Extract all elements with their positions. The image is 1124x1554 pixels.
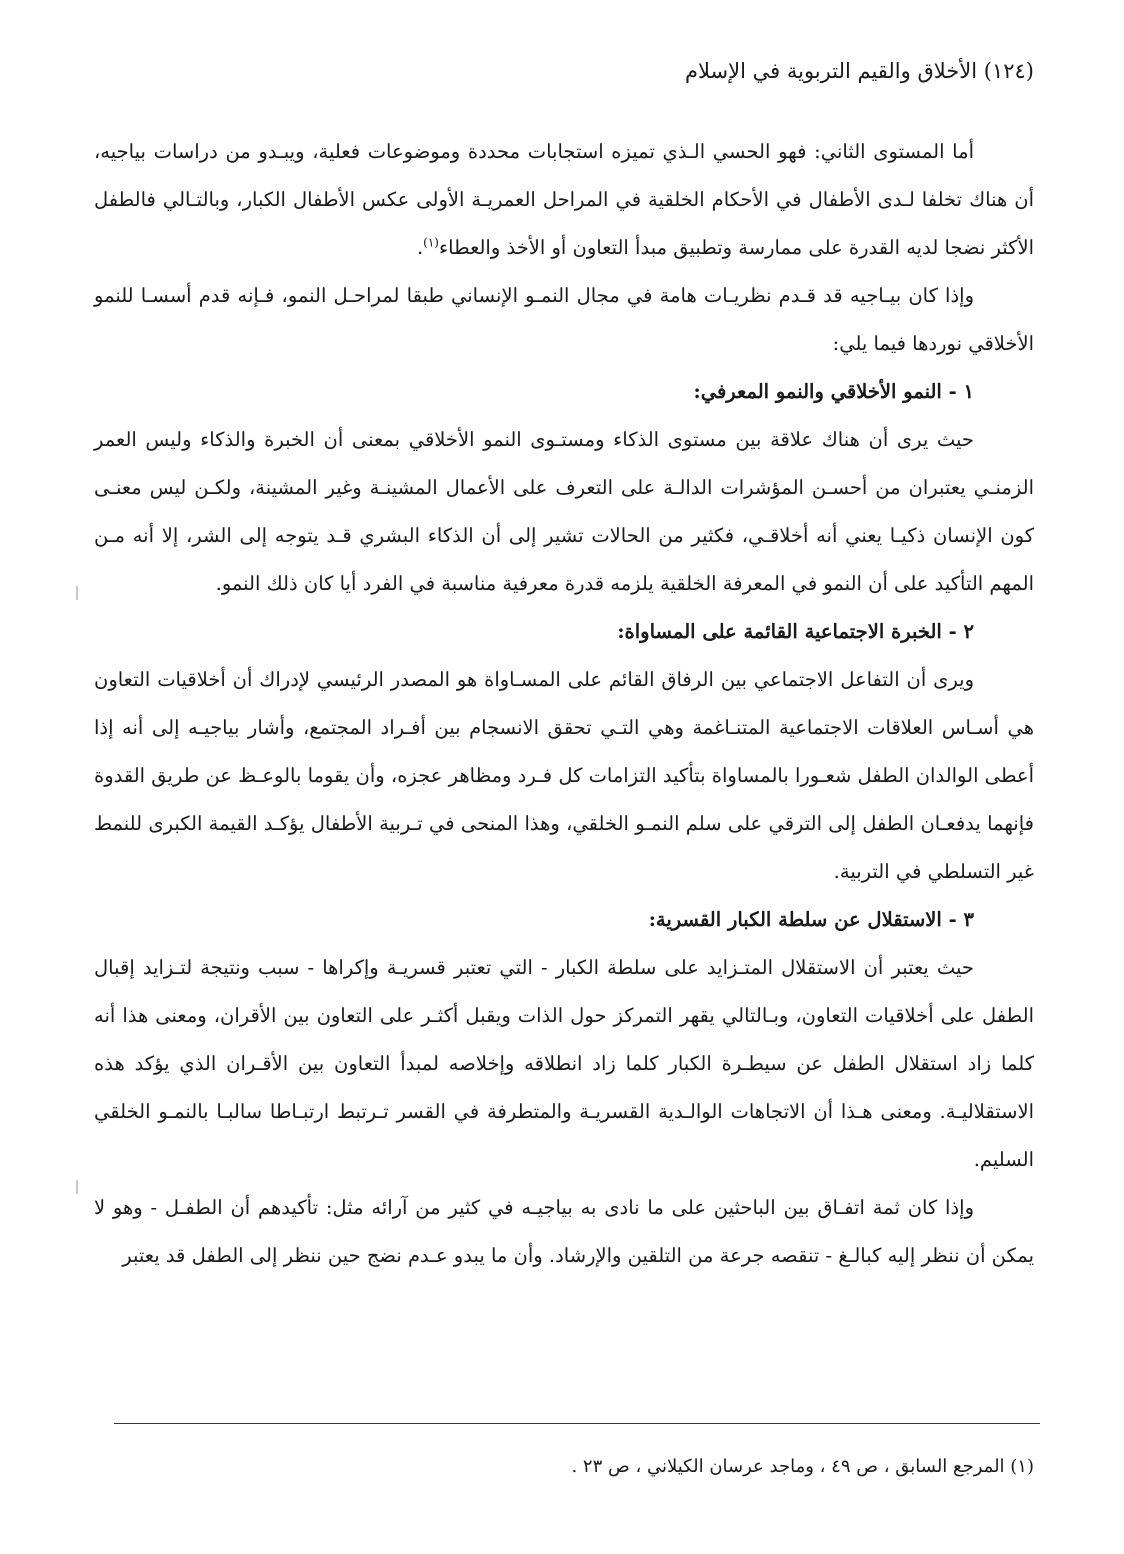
section-heading-2: ٢ - الخبرة الاجتماعية القائمة على المساواة: [617, 620, 974, 643]
body-text [94, 128, 1034, 1280]
section-heading-1: ١ - النمو الأخلاقي والنمو المعرفي: [693, 380, 974, 403]
paragraph-3: حيث يرى أن هناك علاقة بين مستوى الذكاء ومستـوى النمو الأخلاقي بمعنى أن الخبرة والذكاء وليس العمر الزمنـي يعتبران من أحسـن المؤشرات الدالـة على التعرف على الأعمال المشينـة وغير المشينة، ولكـن ليس معنـى كون الإنسان ذكيـا يعني أنه أخلاقـي، فكثير من الحالات تشير إلى أن الذكاء البشري قـد يتوجه إلى الشر، إلا أنه مـن المهم التأكيد على أن النمو في المعرفة الخلقية يلزمه قدرة معرفية مناسبة في الفرد أيا كان ذلك النمو. [94, 428, 1034, 595]
paragraph-1-end: . [416, 236, 424, 259]
paragraph-1 [94, 128, 1034, 272]
section-heading-3: ٣ - الاستقلال عن سلطة الكبار القسرية: [648, 908, 974, 931]
paragraph-6: وإذا كان ثمة اتفـاق بين الباحثين على ما نادى به بياجيـه في كثير من آرائه مثل: تأكيدهم أن الطفـل - وهو لا يمكن أن ننظر إليه كبالـغ - تنقصه جرعة من التلقين والإرشاد. وأن ما يبدو عـدم نضج حين ننظر إلى الطفل قد يعتبر [94, 1196, 1034, 1267]
footnote-1: (١) المرجع السابق ، ص ٤٩ ، وماجد عرسان الكيلاني ، ص ٢٣ . [571, 1456, 1034, 1477]
footnote-reference: (١) [423, 235, 439, 250]
running-head: (١٢٤) الأخلاق والقيم التربوية في الإسلام [685, 59, 1034, 83]
footnote-divider [114, 1423, 1040, 1424]
paragraph-1-text: أما المستوى الثاني: فهو الحسي الـذي تميزه استجابات محددة وموضوعات فعلية، ويبـدو من دراسات بياجيه، أن هناك تخلفا لـدى الأطفال في الأحكام الخلقية في المراحل العمريـة الأولى عكس الأطفال الكبار، وبالتـالي فالطفل الأكثر نضجا لديه القدرة على ممارسة وتطبيق مبدأ التعاون أو الأخذ والعطاء [94, 140, 1034, 259]
paragraph-2: وإذا كان بيـاجيه قد قـدم نظريـات هامة في مجال النمـو الإنساني طبقا لمراحـل النمو، فـإنه قدم أسسـا للنمو الأخلاقي نوردها فيما يلي: [94, 284, 1034, 355]
scan-mark [76, 586, 78, 600]
scan-mark [76, 1180, 78, 1194]
paragraph-4: ويرى أن التفاعل الاجتماعي بين الرفاق القائم على المسـاواة هو المصدر الرئيسي لإدراك أن أخلاقيات التعاون هي أسـاس العلاقات الاجتماعية المتنـاغمة وهي التـي تحقق الانسجام بين أفـراد المجتمع، وأشار بياجيـه إلى أنه إذا أعطى الوالدان الطفل شعـورا بالمساواة بتأكيد التزامات كل فـرد ومظاهر عجزه، وأن يقوما بالوعـظ عن طريق القدوة فإنهما يدفعـان الطفل إلى الترقي على سلم النمـو الخلقي، وهذا المنحى في تـربية الأطفال يؤكـد القيمة الكبرى للنمط غير التسلطي في التربية. [94, 668, 1034, 883]
paragraph-5: حيث يعتبر أن الاستقلال المتـزايد على سلطة الكبار - التي تعتبر قسريـة وإكراها - سبب ونتيجة لتـزايد إقبال الطفل على أخلاقيات التعاون، وبـالتالي يقهر التمركز حول الذات ويقبل أكثـر على التعاون بين الأقران، ومعنى هذا أنه كلما زاد استقلال الطفل عن سيطـرة الكبار كلما زاد انطلاقه وإخلاصه لمبدأ التعاون بين الأقـران الذي يؤكد هذه الاستقلاليـة. ومعنى هـذا أن الاتجاهات الوالـدية القسريـة والمتطرفة في القسر تـرتبط ارتبـاطا سالبـا بالنمـو الخلقي السليم. [94, 956, 1034, 1171]
